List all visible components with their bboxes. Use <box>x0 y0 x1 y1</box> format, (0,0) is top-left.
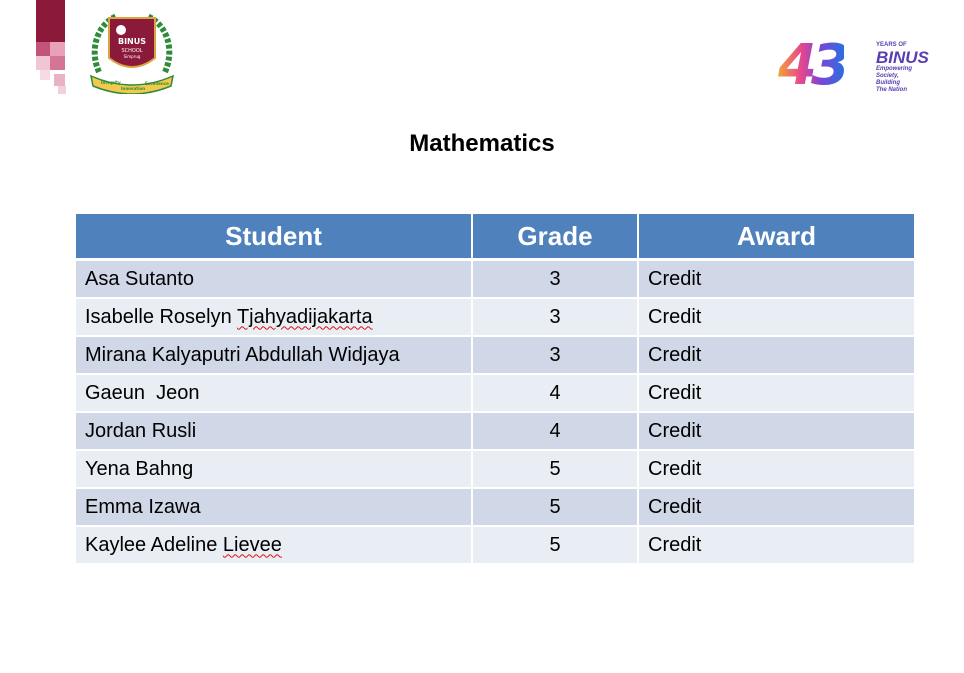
student-name-flagged: Lievee <box>222 533 282 556</box>
student-name-flagged: Tjahyadijakarta <box>236 305 373 328</box>
header-grade: Grade <box>472 214 638 260</box>
table-header-row <box>76 214 914 260</box>
table-row <box>76 336 914 374</box>
crest-line2: SCHOOL <box>121 48 143 54</box>
grade-cell: 5 <box>472 488 638 526</box>
ribbon-word-2: Innovation <box>121 86 146 91</box>
table-row <box>76 488 914 526</box>
grade-cell: 4 <box>472 412 638 450</box>
student-name <box>76 298 472 336</box>
anniversary-tagline-4: The Nation <box>876 87 907 93</box>
grade-cell: 4 <box>472 374 638 412</box>
awards-table <box>76 214 914 565</box>
student-name: Mirana Kalyaputri Abdullah Widjaya <box>76 336 472 374</box>
table-row <box>76 450 914 488</box>
student-name-first: Kaylee Adeline <box>85 533 223 556</box>
anniversary-number: 43 <box>778 33 844 98</box>
header-student: Student <box>76 214 472 260</box>
anniversary-tagline-2: Society, <box>876 73 899 79</box>
award-cell: Credit <box>638 526 914 564</box>
anniversary-brand: BINUS <box>876 48 929 67</box>
page-title: Mathematics <box>409 130 555 157</box>
grade-cell: 5 <box>472 450 638 488</box>
grade-cell: 3 <box>472 336 638 374</box>
crest-line1: BINUS <box>117 37 147 46</box>
table-row <box>76 526 914 564</box>
award-cell: Credit <box>638 488 914 526</box>
43-years-binus-logo <box>778 33 944 98</box>
decorative-squares <box>36 0 70 95</box>
table-row <box>76 298 914 336</box>
header-award: Award <box>638 214 914 260</box>
student-name: Asa Sutanto <box>76 260 472 299</box>
ribbon-word-1: Integrity <box>101 80 121 85</box>
student-name <box>76 526 472 564</box>
ribbon-word-3: Excellence <box>145 81 169 86</box>
award-cell: Credit <box>638 298 914 336</box>
student-name: Jordan Rusli <box>76 412 472 450</box>
grade-cell: 3 <box>472 298 638 336</box>
student-name-first: Isabelle Roselyn <box>85 305 237 328</box>
award-cell: Credit <box>638 412 914 450</box>
table-row <box>76 412 914 450</box>
award-cell: Credit <box>638 336 914 374</box>
award-cell: Credit <box>638 374 914 412</box>
anniversary-tagline-3: Building <box>876 80 900 86</box>
student-name: Gaeun Jeon <box>76 374 472 412</box>
grade-cell: 5 <box>472 526 638 564</box>
anniversary-tagline-1: Empowering <box>876 66 913 72</box>
award-cell: Credit <box>638 450 914 488</box>
binus-school-logo <box>87 10 177 94</box>
grade-cell: 3 <box>472 260 638 299</box>
student-name: Emma Izawa <box>76 488 472 526</box>
anniversary-years-of: YEARS OF <box>876 42 907 48</box>
crest-line3: Simprug <box>123 54 141 59</box>
table-row <box>76 374 914 412</box>
award-cell: Credit <box>638 260 914 299</box>
student-name: Yena Bahng <box>76 450 472 488</box>
table-row <box>76 260 914 299</box>
